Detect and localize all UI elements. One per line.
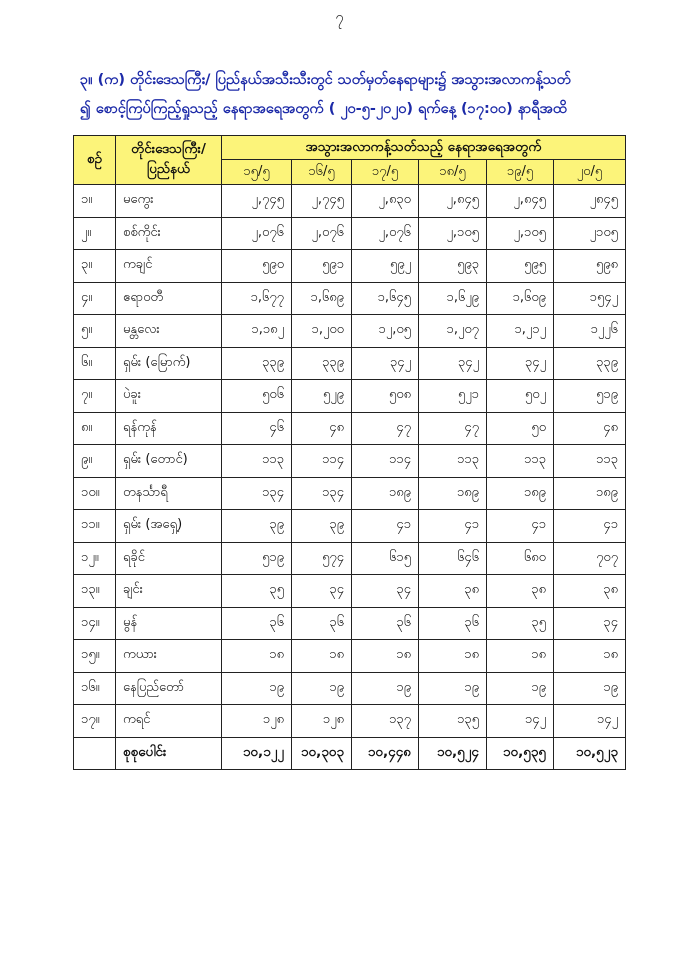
row-value: ၃၆ xyxy=(419,607,487,640)
row-value: ၃၈ xyxy=(487,575,554,608)
row-index: ၁၄။ xyxy=(74,607,116,640)
row-index: ၈။ xyxy=(74,412,116,445)
row-value: ၂၁၀၅ xyxy=(554,217,626,250)
table-row xyxy=(74,607,626,640)
row-value: ၅၀၂ xyxy=(487,380,554,413)
header-date: ၁၆/၅ xyxy=(292,160,352,185)
header-date: ၁၇/၅ xyxy=(352,160,419,185)
row-value: ၁၂၂၆ xyxy=(554,315,626,348)
row-index: ၁၃။ xyxy=(74,575,116,608)
row-value: ၅၉၁ xyxy=(292,250,352,283)
row-value: ၁၂၈ xyxy=(222,705,292,738)
row-index: ၂။ xyxy=(74,217,116,250)
row-index: ၁၂။ xyxy=(74,542,116,575)
row-value: ၁,၆၄၅ xyxy=(352,282,419,315)
row-region: ကရင် xyxy=(116,705,222,738)
header-group: အသွားအလာကန့်သတ်သည့် နေရာအရေအတွက် xyxy=(222,136,626,160)
row-value: ၁၁၃ xyxy=(222,445,292,478)
row-value: ၃၃၉ xyxy=(222,347,292,380)
row-value: ၁၂,၀၅ xyxy=(352,315,419,348)
row-value: ၁၉ xyxy=(419,672,487,705)
row-index: ၁၆။ xyxy=(74,672,116,705)
row-value: ၄၆ xyxy=(222,412,292,445)
row-region: မွန် xyxy=(116,607,222,640)
row-index: ၆။ xyxy=(74,347,116,380)
row-value: ၁၉ xyxy=(222,672,292,705)
table-row xyxy=(74,380,626,413)
row-value: ၂,၇၄၅ xyxy=(222,185,292,218)
total-row xyxy=(74,737,626,770)
table-row xyxy=(74,705,626,738)
row-value: ၁၉ xyxy=(352,672,419,705)
row-value: ၄၁ xyxy=(352,510,419,543)
page-number: ၇ xyxy=(335,8,344,26)
row-value: ၁၈၉ xyxy=(487,477,554,510)
row-index: ၁၁။ xyxy=(74,510,116,543)
row-value: ၁၈ xyxy=(222,640,292,673)
row-value: ၃၄၂ xyxy=(487,347,554,380)
row-value: ၃၄ xyxy=(292,575,352,608)
table-row xyxy=(74,315,626,348)
row-value: ၃၆ xyxy=(352,607,419,640)
row-index: ၉။ xyxy=(74,445,116,478)
row-value: ၃၄၂ xyxy=(419,347,487,380)
row-region: စစ်ကိုင်း xyxy=(116,217,222,250)
row-value: ၂,၁၀၅ xyxy=(419,217,487,250)
row-value: ၅၂၉ xyxy=(292,380,352,413)
row-value: ၆၄၆ xyxy=(419,542,487,575)
row-value: ၁၃၅ xyxy=(419,705,487,738)
row-index: ၁၅။ xyxy=(74,640,116,673)
row-region: ပဲခူး xyxy=(116,380,222,413)
row-value: ၅၉၂ xyxy=(352,250,419,283)
row-value: ၅၉၈ xyxy=(554,250,626,283)
row-value: ၁၄၂ xyxy=(487,705,554,738)
row-value: ၂,၀၇၆ xyxy=(352,217,419,250)
total-value: ၁၀,၄၄၈ xyxy=(352,737,419,770)
total-value: ၁၀,၅၂၃ xyxy=(554,737,626,770)
row-value: ၃၉ xyxy=(292,510,352,543)
row-value: ၇၀၇ xyxy=(554,542,626,575)
table-row xyxy=(74,542,626,575)
row-value: ၅၁၉ xyxy=(222,542,292,575)
row-value: ၁,၂၁၂ xyxy=(487,315,554,348)
row-region: ချင်း xyxy=(116,575,222,608)
table-row xyxy=(74,250,626,283)
total-value: ၁၀,၁၂၂ xyxy=(222,737,292,770)
header-date: ၁၈/၅ xyxy=(419,160,487,185)
row-value: ၅၀ xyxy=(487,412,554,445)
table-row xyxy=(74,640,626,673)
row-value: ၃၄ xyxy=(352,575,419,608)
row-value: ၁၁၄ xyxy=(292,445,352,478)
row-region: ရှမ်း (တောင်) xyxy=(116,445,222,478)
row-region: ကယား xyxy=(116,640,222,673)
document-title-line-2: ၍ စောင့်ကြပ်ကြည့်ရှုသည့် နေရာအရေအတွက် ( ၂၀-၅-၂၀၂၀) ရက်နေ့ (၁၇:၀၀) နာရီအထိ xyxy=(80,101,567,117)
row-value: ၆၁၅ xyxy=(352,542,419,575)
row-value: ၂,၈၄၅ xyxy=(419,185,487,218)
table-row xyxy=(74,510,626,543)
row-value: ၅၀၈ xyxy=(352,380,419,413)
row-value: ၄၁ xyxy=(487,510,554,543)
row-value: ၁၁၃ xyxy=(487,445,554,478)
row-value: ၁,၆၀၉ xyxy=(487,282,554,315)
row-value: ၁,၂၀၇ xyxy=(419,315,487,348)
header-date: ၂၀/၅ xyxy=(554,160,626,185)
header-region: တိုင်းဒေသကြီး/ ပြည်နယ် xyxy=(116,136,222,185)
table-row xyxy=(74,445,626,478)
row-value: ၆၈၀ xyxy=(487,542,554,575)
row-value: ၁၂၈ xyxy=(292,705,352,738)
row-region: ရန်ကုန် xyxy=(116,412,222,445)
row-value: ၅၉၀ xyxy=(222,250,292,283)
row-value: ၁၁၃ xyxy=(419,445,487,478)
row-index: ၁၇။ xyxy=(74,705,116,738)
row-value: ၅၀၆ xyxy=(222,380,292,413)
row-value: ၁၁၄ xyxy=(352,445,419,478)
row-value: ၁၉ xyxy=(292,672,352,705)
row-index xyxy=(74,737,116,770)
row-index: ၃။ xyxy=(74,250,116,283)
row-value: ၁၅၄၂ xyxy=(554,282,626,315)
row-value: ၁,၂၀၀ xyxy=(292,315,352,348)
row-index: ၇။ xyxy=(74,380,116,413)
row-region: မန္တလေး xyxy=(116,315,222,348)
row-index: ၁။ xyxy=(74,185,116,218)
row-region: ရှမ်း (မြောက်) xyxy=(116,347,222,380)
row-value: ၁၈ xyxy=(352,640,419,673)
row-value: ၄၁ xyxy=(554,510,626,543)
table-header xyxy=(74,136,626,185)
row-value: ၂၈၄၅ xyxy=(554,185,626,218)
row-value: ၄၇ xyxy=(352,412,419,445)
row-value: ၂,၈၃၀ xyxy=(352,185,419,218)
document-title-line-1: ၃။ (က) တိုင်းဒေသကြီး/ ပြည်နယ်အသီးသီးတွင် သတ်မှတ်နေရာများ၌ အသွားအလာကန့်သတ် xyxy=(80,72,571,88)
row-index: ၁၀။ xyxy=(74,477,116,510)
row-region: မကွေး xyxy=(116,185,222,218)
row-value: ၂,၁၀၅ xyxy=(487,217,554,250)
row-index: ၄။ xyxy=(74,282,116,315)
row-value: ၁၄၂ xyxy=(554,705,626,738)
total-label: စုစုပေါင်း xyxy=(116,737,222,770)
row-value: ၁၃၄ xyxy=(222,477,292,510)
row-value: ၃၄၂ xyxy=(352,347,419,380)
table-row xyxy=(74,217,626,250)
row-region: ဧရာဝတီ xyxy=(116,282,222,315)
row-value: ၁၁၃ xyxy=(554,445,626,478)
row-value: ၁,၆၈၉ xyxy=(292,282,352,315)
row-value: ၁၉ xyxy=(487,672,554,705)
row-value: ၅၂၁ xyxy=(419,380,487,413)
row-value: ၃၃၉ xyxy=(292,347,352,380)
row-value: ၂,၀၇၆ xyxy=(292,217,352,250)
row-value: ၄၈ xyxy=(554,412,626,445)
header-date: ၁၉/၅ xyxy=(487,160,554,185)
row-value: ၂,၇၄၅ xyxy=(292,185,352,218)
row-region: နေပြည်တော် xyxy=(116,672,222,705)
table-row xyxy=(74,575,626,608)
row-value: ၅၁၉ xyxy=(554,380,626,413)
row-region: ရှမ်း (အရှေ့) xyxy=(116,510,222,543)
row-value: ၁၈ xyxy=(419,640,487,673)
table-row xyxy=(74,185,626,218)
row-value: ၁၈ xyxy=(487,640,554,673)
table-row xyxy=(74,477,626,510)
row-region: ရခိုင် xyxy=(116,542,222,575)
row-value: ၁၃၇ xyxy=(352,705,419,738)
row-region: တနင်္သာရီ xyxy=(116,477,222,510)
row-value: ၁၃၄ xyxy=(292,477,352,510)
row-value: ၃၈ xyxy=(419,575,487,608)
row-value: ၁,၁၈၂ xyxy=(222,315,292,348)
table-row xyxy=(74,672,626,705)
row-value: ၁၈ xyxy=(292,640,352,673)
total-value: ၁၀,၃၀၃ xyxy=(292,737,352,770)
table-row xyxy=(74,282,626,315)
row-value: ၃၃၉ xyxy=(554,347,626,380)
row-value: ၃၅ xyxy=(487,607,554,640)
row-value: ၅၇၄ xyxy=(292,542,352,575)
table-row xyxy=(74,347,626,380)
row-value: ၁၈၉ xyxy=(352,477,419,510)
header-row-1 xyxy=(74,136,626,160)
row-value: ၁၈ xyxy=(554,640,626,673)
total-value: ၁၀,၅၂၄ xyxy=(419,737,487,770)
row-value: ၁၉ xyxy=(554,672,626,705)
row-value: ၄၈ xyxy=(292,412,352,445)
row-value: ၁၈၉ xyxy=(419,477,487,510)
total-value: ၁၀,၅၃၅ xyxy=(487,737,554,770)
table-body xyxy=(74,185,626,770)
row-value: ၃၉ xyxy=(222,510,292,543)
row-value: ၅၉၅ xyxy=(487,250,554,283)
row-value: ၂,၀၇၆ xyxy=(222,217,292,250)
row-value: ၄၇ xyxy=(419,412,487,445)
header-date: ၁၅/၅ xyxy=(222,160,292,185)
row-value: ၃၄ xyxy=(554,607,626,640)
row-value: ၁,၆၇၇ xyxy=(222,282,292,315)
restricted-locations-table xyxy=(73,135,626,770)
row-region: ကချင် xyxy=(116,250,222,283)
row-index: ၅။ xyxy=(74,315,116,348)
header-index: စဉ် xyxy=(74,136,116,185)
table-row xyxy=(74,412,626,445)
row-value: ၃၆ xyxy=(292,607,352,640)
row-value: ၅၉၃ xyxy=(419,250,487,283)
row-value: ၃၈ xyxy=(554,575,626,608)
row-value: ၄၁ xyxy=(419,510,487,543)
row-value: ၂,၈၄၅ xyxy=(487,185,554,218)
row-value: ၁,၆၂၉ xyxy=(419,282,487,315)
row-value: ၃၅ xyxy=(222,575,292,608)
row-value: ၃၆ xyxy=(222,607,292,640)
row-value: ၁၈၉ xyxy=(554,477,626,510)
